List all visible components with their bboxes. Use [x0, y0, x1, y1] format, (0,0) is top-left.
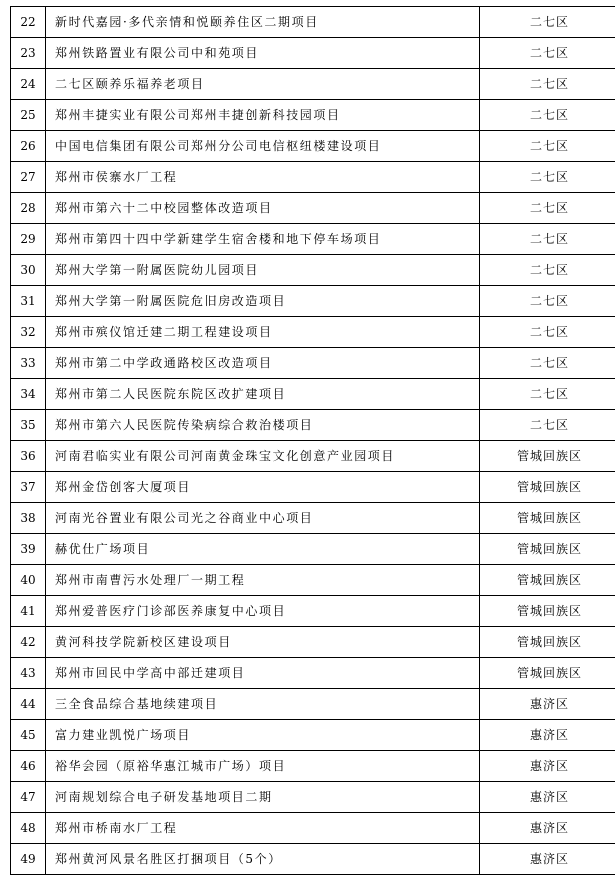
district-name: 二七区	[480, 410, 615, 441]
row-number: 48	[11, 813, 46, 844]
row-number: 29	[11, 224, 46, 255]
table-row	[11, 131, 615, 162]
row-number: 44	[11, 689, 46, 720]
district-name: 惠济区	[480, 844, 615, 875]
project-name: 郑州铁路置业有限公司中和苑项目	[46, 38, 480, 69]
row-number: 37	[11, 472, 46, 503]
table-row	[11, 503, 615, 534]
table-row	[11, 410, 615, 441]
district-name: 管城回族区	[480, 441, 615, 472]
row-number: 22	[11, 7, 46, 38]
district-name: 二七区	[480, 162, 615, 193]
table-row	[11, 689, 615, 720]
district-name: 二七区	[480, 131, 615, 162]
document-page	[10, 6, 608, 875]
project-name: 二七区颐养乐福养老项目	[46, 69, 480, 100]
project-name: 河南规划综合电子研发基地项目二期	[46, 782, 480, 813]
district-name: 二七区	[480, 286, 615, 317]
row-number: 45	[11, 720, 46, 751]
table-row	[11, 162, 615, 193]
row-number: 25	[11, 100, 46, 131]
table-row	[11, 596, 615, 627]
project-table	[10, 6, 615, 875]
district-name: 二七区	[480, 7, 615, 38]
row-number: 39	[11, 534, 46, 565]
table-row	[11, 286, 615, 317]
project-name: 黄河科技学院新校区建设项目	[46, 627, 480, 658]
project-name: 裕华会园（原裕华惠江城市广场）项目	[46, 751, 480, 782]
district-name: 二七区	[480, 255, 615, 286]
table-row	[11, 224, 615, 255]
project-name: 郑州市侯寨水厂工程	[46, 162, 480, 193]
table-row	[11, 193, 615, 224]
project-name: 郑州市第六人民医院传染病综合救治楼项目	[46, 410, 480, 441]
project-table-body	[11, 7, 615, 875]
table-row	[11, 720, 615, 751]
row-number: 40	[11, 565, 46, 596]
district-name: 管城回族区	[480, 503, 615, 534]
district-name: 管城回族区	[480, 534, 615, 565]
table-row	[11, 379, 615, 410]
table-row	[11, 565, 615, 596]
table-row	[11, 813, 615, 844]
row-number: 49	[11, 844, 46, 875]
row-number: 30	[11, 255, 46, 286]
district-name: 二七区	[480, 348, 615, 379]
project-name: 三全食品综合基地续建项目	[46, 689, 480, 720]
table-row	[11, 844, 615, 875]
district-name: 惠济区	[480, 689, 615, 720]
project-name: 新时代嘉园·多代亲情和悦颐养住区二期项目	[46, 7, 480, 38]
table-row	[11, 38, 615, 69]
project-name: 富力建业凯悦广场项目	[46, 720, 480, 751]
project-name: 郑州市第六十二中校园整体改造项目	[46, 193, 480, 224]
row-number: 28	[11, 193, 46, 224]
project-name: 郑州市南曹污水处理厂一期工程	[46, 565, 480, 596]
table-row	[11, 751, 615, 782]
row-number: 47	[11, 782, 46, 813]
row-number: 27	[11, 162, 46, 193]
district-name: 管城回族区	[480, 565, 615, 596]
district-name: 管城回族区	[480, 627, 615, 658]
table-row	[11, 534, 615, 565]
project-name: 郑州大学第一附属医院危旧房改造项目	[46, 286, 480, 317]
project-name: 河南光谷置业有限公司光之谷商业中心项目	[46, 503, 480, 534]
project-name: 河南君临实业有限公司河南黄金珠宝文化创意产业园项目	[46, 441, 480, 472]
table-row	[11, 317, 615, 348]
district-name: 惠济区	[480, 751, 615, 782]
row-number: 35	[11, 410, 46, 441]
district-name: 二七区	[480, 100, 615, 131]
district-name: 管城回族区	[480, 472, 615, 503]
table-row	[11, 782, 615, 813]
district-name: 二七区	[480, 224, 615, 255]
row-number: 43	[11, 658, 46, 689]
district-name: 二七区	[480, 193, 615, 224]
district-name: 管城回族区	[480, 596, 615, 627]
row-number: 42	[11, 627, 46, 658]
project-name: 赫优仕广场项目	[46, 534, 480, 565]
project-name: 郑州市第四十四中学新建学生宿舍楼和地下停车场项目	[46, 224, 480, 255]
project-name: 郑州市殡仪馆迁建二期工程建设项目	[46, 317, 480, 348]
row-number: 46	[11, 751, 46, 782]
row-number: 38	[11, 503, 46, 534]
table-row	[11, 100, 615, 131]
table-row	[11, 255, 615, 286]
project-name: 郑州金岱创客大厦项目	[46, 472, 480, 503]
project-name: 郑州爱普医疗门诊部医养康复中心项目	[46, 596, 480, 627]
row-number: 41	[11, 596, 46, 627]
project-name: 郑州市回民中学高中部迁建项目	[46, 658, 480, 689]
district-name: 惠济区	[480, 782, 615, 813]
project-name: 中国电信集团有限公司郑州分公司电信枢纽楼建设项目	[46, 131, 480, 162]
row-number: 23	[11, 38, 46, 69]
district-name: 二七区	[480, 69, 615, 100]
table-row	[11, 658, 615, 689]
row-number: 36	[11, 441, 46, 472]
project-name: 郑州黄河风景名胜区打捆项目（5个）	[46, 844, 480, 875]
project-name: 郑州市桥南水厂工程	[46, 813, 480, 844]
row-number: 31	[11, 286, 46, 317]
row-number: 26	[11, 131, 46, 162]
table-row	[11, 472, 615, 503]
project-name: 郑州市第二人民医院东院区改扩建项目	[46, 379, 480, 410]
table-row	[11, 627, 615, 658]
district-name: 惠济区	[480, 813, 615, 844]
project-name: 郑州市第二中学政通路校区改造项目	[46, 348, 480, 379]
district-name: 二七区	[480, 317, 615, 348]
row-number: 34	[11, 379, 46, 410]
row-number: 24	[11, 69, 46, 100]
district-name: 二七区	[480, 379, 615, 410]
table-row	[11, 348, 615, 379]
district-name: 二七区	[480, 38, 615, 69]
table-row	[11, 7, 615, 38]
row-number: 33	[11, 348, 46, 379]
district-name: 惠济区	[480, 720, 615, 751]
row-number: 32	[11, 317, 46, 348]
project-name: 郑州丰捷实业有限公司郑州丰捷创新科技园项目	[46, 100, 480, 131]
table-row	[11, 441, 615, 472]
district-name: 管城回族区	[480, 658, 615, 689]
table-row	[11, 69, 615, 100]
project-name: 郑州大学第一附属医院幼儿园项目	[46, 255, 480, 286]
